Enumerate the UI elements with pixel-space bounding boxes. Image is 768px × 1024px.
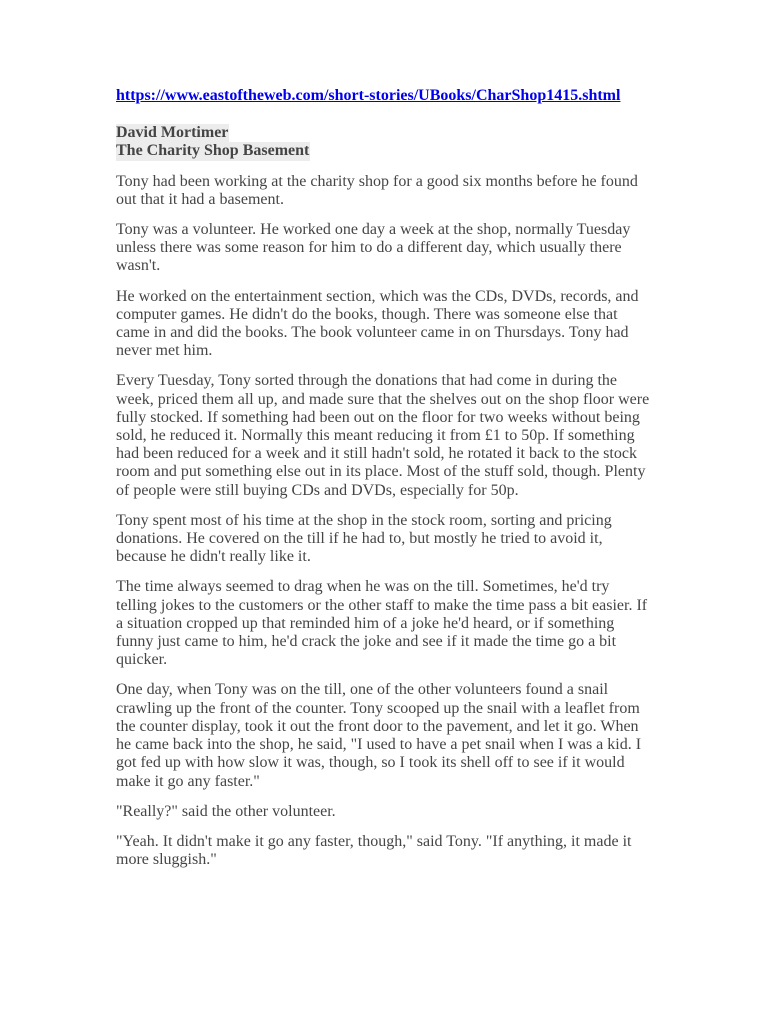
document-page (116, 87, 652, 881)
story-paragraph: One day, when Tony was on the till, one of the other volunteers found a snail crawling up the front of the counter. Tony scooped up the snail with a leaflet from the counter display, took it out the front door to the pavement, and let it go. When he came back into the shop, he said, "I used to have a pet snail when I was a kid. I got fed up with how slow it was, though, so I took its shell off to see if it would make it go any faster." (116, 681, 642, 790)
author-name: David Mortimer (116, 124, 229, 142)
story-paragraph: "Yeah. It didn't make it go any faster, though," said Tony. "If anything, it made it more sluggish." (116, 832, 632, 869)
story-paragraph: He worked on the entertainment section, which was the CDs, DVDs, records, and computer games. He didn't do the books, though. There was someone else that came in and did the books. The book volunteer came in on Thursdays. Tony had never met him. (116, 287, 639, 360)
story-heading (116, 124, 652, 160)
story-paragraph: Every Tuesday, Tony sorted through the donations that had come in during the week, priced them all up, and made sure that the shelves out on the shop floor were fully stocked. If something had been out on the floor for two weeks without being sold, he reduced it. Normally this meant reducing it from £1 to 50p. If something had been reduced for a week and it still hadn't sold, he rotated it back to the stock room and put something else out in its place. Most of the stuff sold, though. Plenty of people were still buying CDs and DVDs, especially for 50p. (116, 372, 650, 499)
story-paragraph: The time always seemed to drag when he was on the till. Sometimes, he'd try telling jokes to the customers or the other staff to make the time pass a bit easier. If a situation cropped up that reminded him of a joke he'd heard, or if something funny just came to him, he'd crack the joke and see if it made the time go a bit quicker. (116, 578, 648, 669)
story-paragraph: "Really?" said the other volunteer. (116, 802, 336, 820)
story-title: The Charity Shop Basement (116, 142, 310, 160)
story-paragraph: Tony spent most of his time at the shop in the stock room, sorting and pricing donations. He covered on the till if he had to, but mostly he tried to avoid it, because he didn't really like it. (116, 511, 612, 566)
story-paragraph: Tony was a volunteer. He worked one day a week at the shop, normally Tuesday unless there was some reason for him to do a different day, which usually there wasn't. (116, 221, 631, 275)
source-url-link[interactable]: https://www.eastoftheweb.com/short-stories/UBooks/CharShop1415.shtml (116, 87, 621, 104)
story-paragraph: Tony had been working at the charity shop for a good six months before he found out that it had a basement. (116, 172, 638, 208)
